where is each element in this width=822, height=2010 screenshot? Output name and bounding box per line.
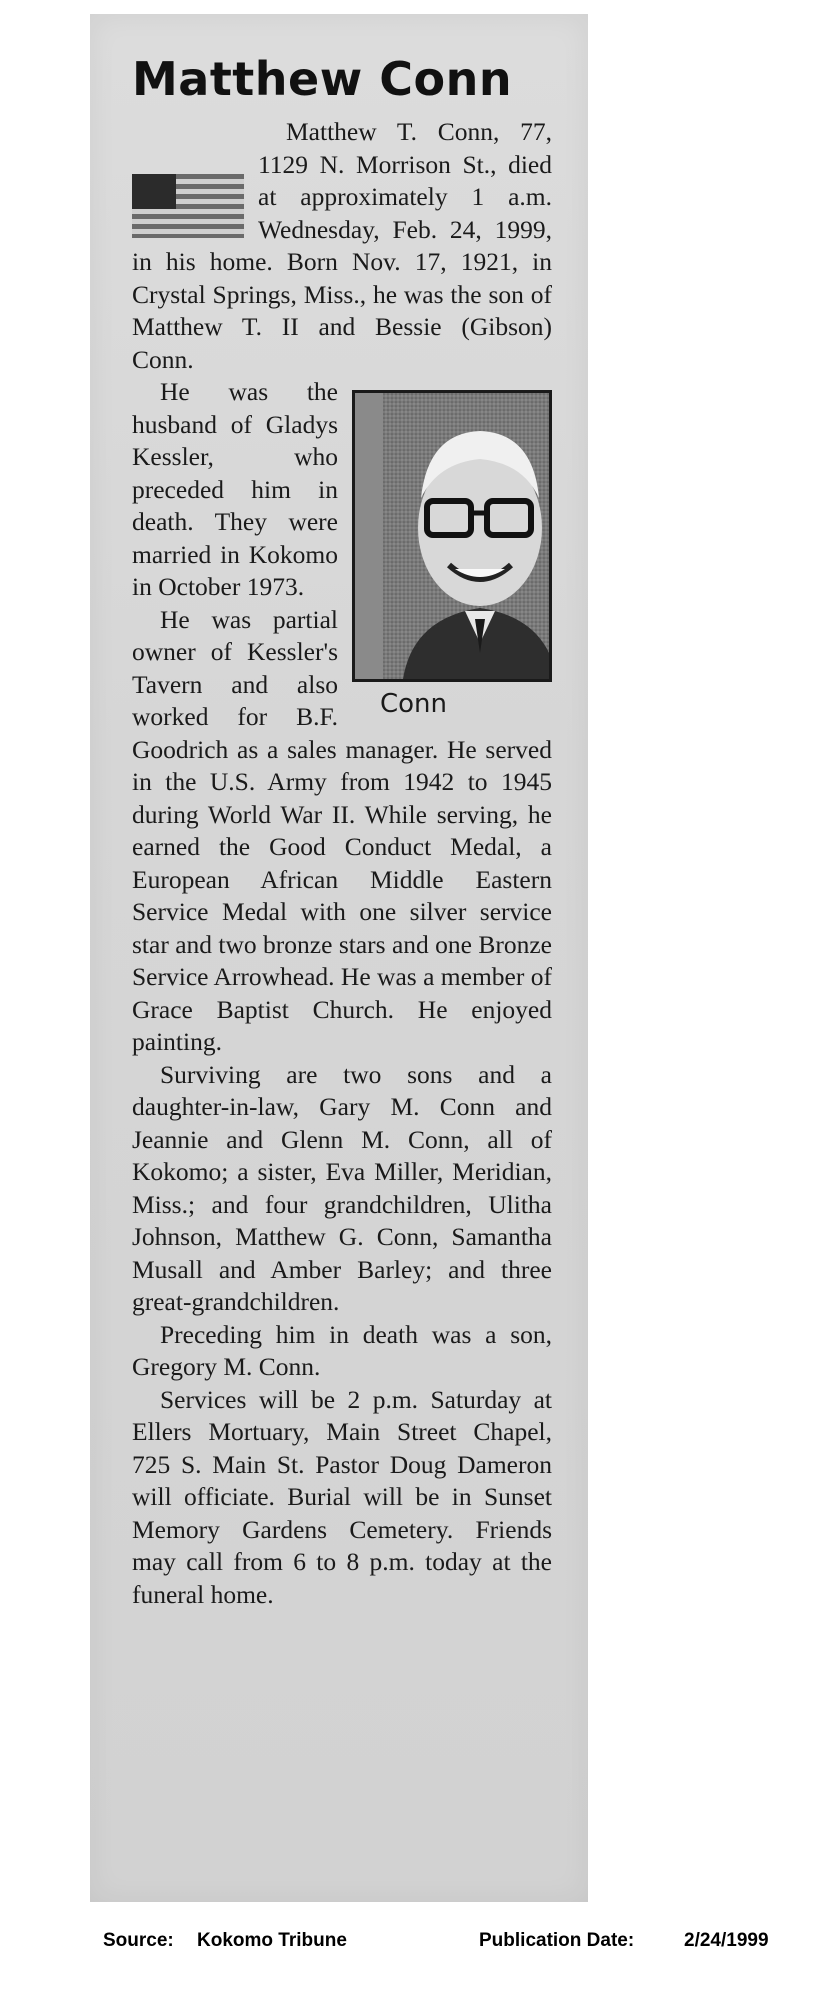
paragraph-5: Preceding him in death was a son, Gregory M. Conn. [132, 1319, 552, 1381]
paragraph-2: Conn He was the husband of Gladys Kessler, who preceded him in death. They were married in Kokomo in October 1973. [132, 376, 552, 604]
portrait-figure [352, 390, 552, 721]
source-value: Kokomo Tribune [197, 1930, 347, 1951]
portrait-photo [352, 390, 552, 682]
citation-footer [0, 1930, 822, 1970]
publication-date-label: Publication Date: [479, 1930, 635, 1951]
obituary-body [132, 116, 552, 1611]
newspaper-clipping [90, 14, 588, 1902]
obituary-headline: Matthew Conn [132, 52, 513, 106]
paragraph-3: He was partial owner of Kessler's Tavern and also worked for B.F. Goodrich as a sales manager. He served in the U.S. Army from 1942 to 1945 during World War II. While serving, he earned the Good Conduct Medal, a European African Middle Eastern Service Medal with one silver service star and two bronze stars and one Bronze Service Arrowhead. He was a member of Grace Baptist Church. He enjoyed painting. [132, 604, 552, 1056]
paragraph-4: Surviving are two sons and a daughter-in-law, Gary M. Conn and Jeannie and Glenn M. Conn, all of Kokomo; a sister, Eva Miller, Meridian, Miss.; and four grandchildren, Ulitha Johnson, Matthew G. Conn, Samantha Musall and Amber Barley; and three great-grandchildren. [132, 1059, 552, 1316]
paragraph-6: Services will be 2 p.m. Saturday at Ellers Mortuary, Main Street Chapel, 725 S. Main St. Pastor Doug Dameron will officiate. Burial will be in Sunset Memory Gardens Cemetery. Friends may call from 6 to 8 p.m. today at the funeral home. [132, 1384, 552, 1609]
photo-caption: Conn [380, 689, 448, 719]
obituary-column [132, 52, 552, 1611]
american-flag-icon [132, 174, 244, 238]
publication-date-value: 2/24/1999 [684, 1930, 769, 1951]
paragraph-1: Matthew T. Conn, 77, 1129 N. Morrison St., died at approximately 1 a.m. Wednesday, Feb. 24, 1999, in his home. Born Nov. 17, 1921, in Crystal Springs, Miss., he was the son of Matthew T. II and Bessie (Gibson) Conn. [132, 117, 552, 374]
source-label: Source: [103, 1930, 174, 1951]
